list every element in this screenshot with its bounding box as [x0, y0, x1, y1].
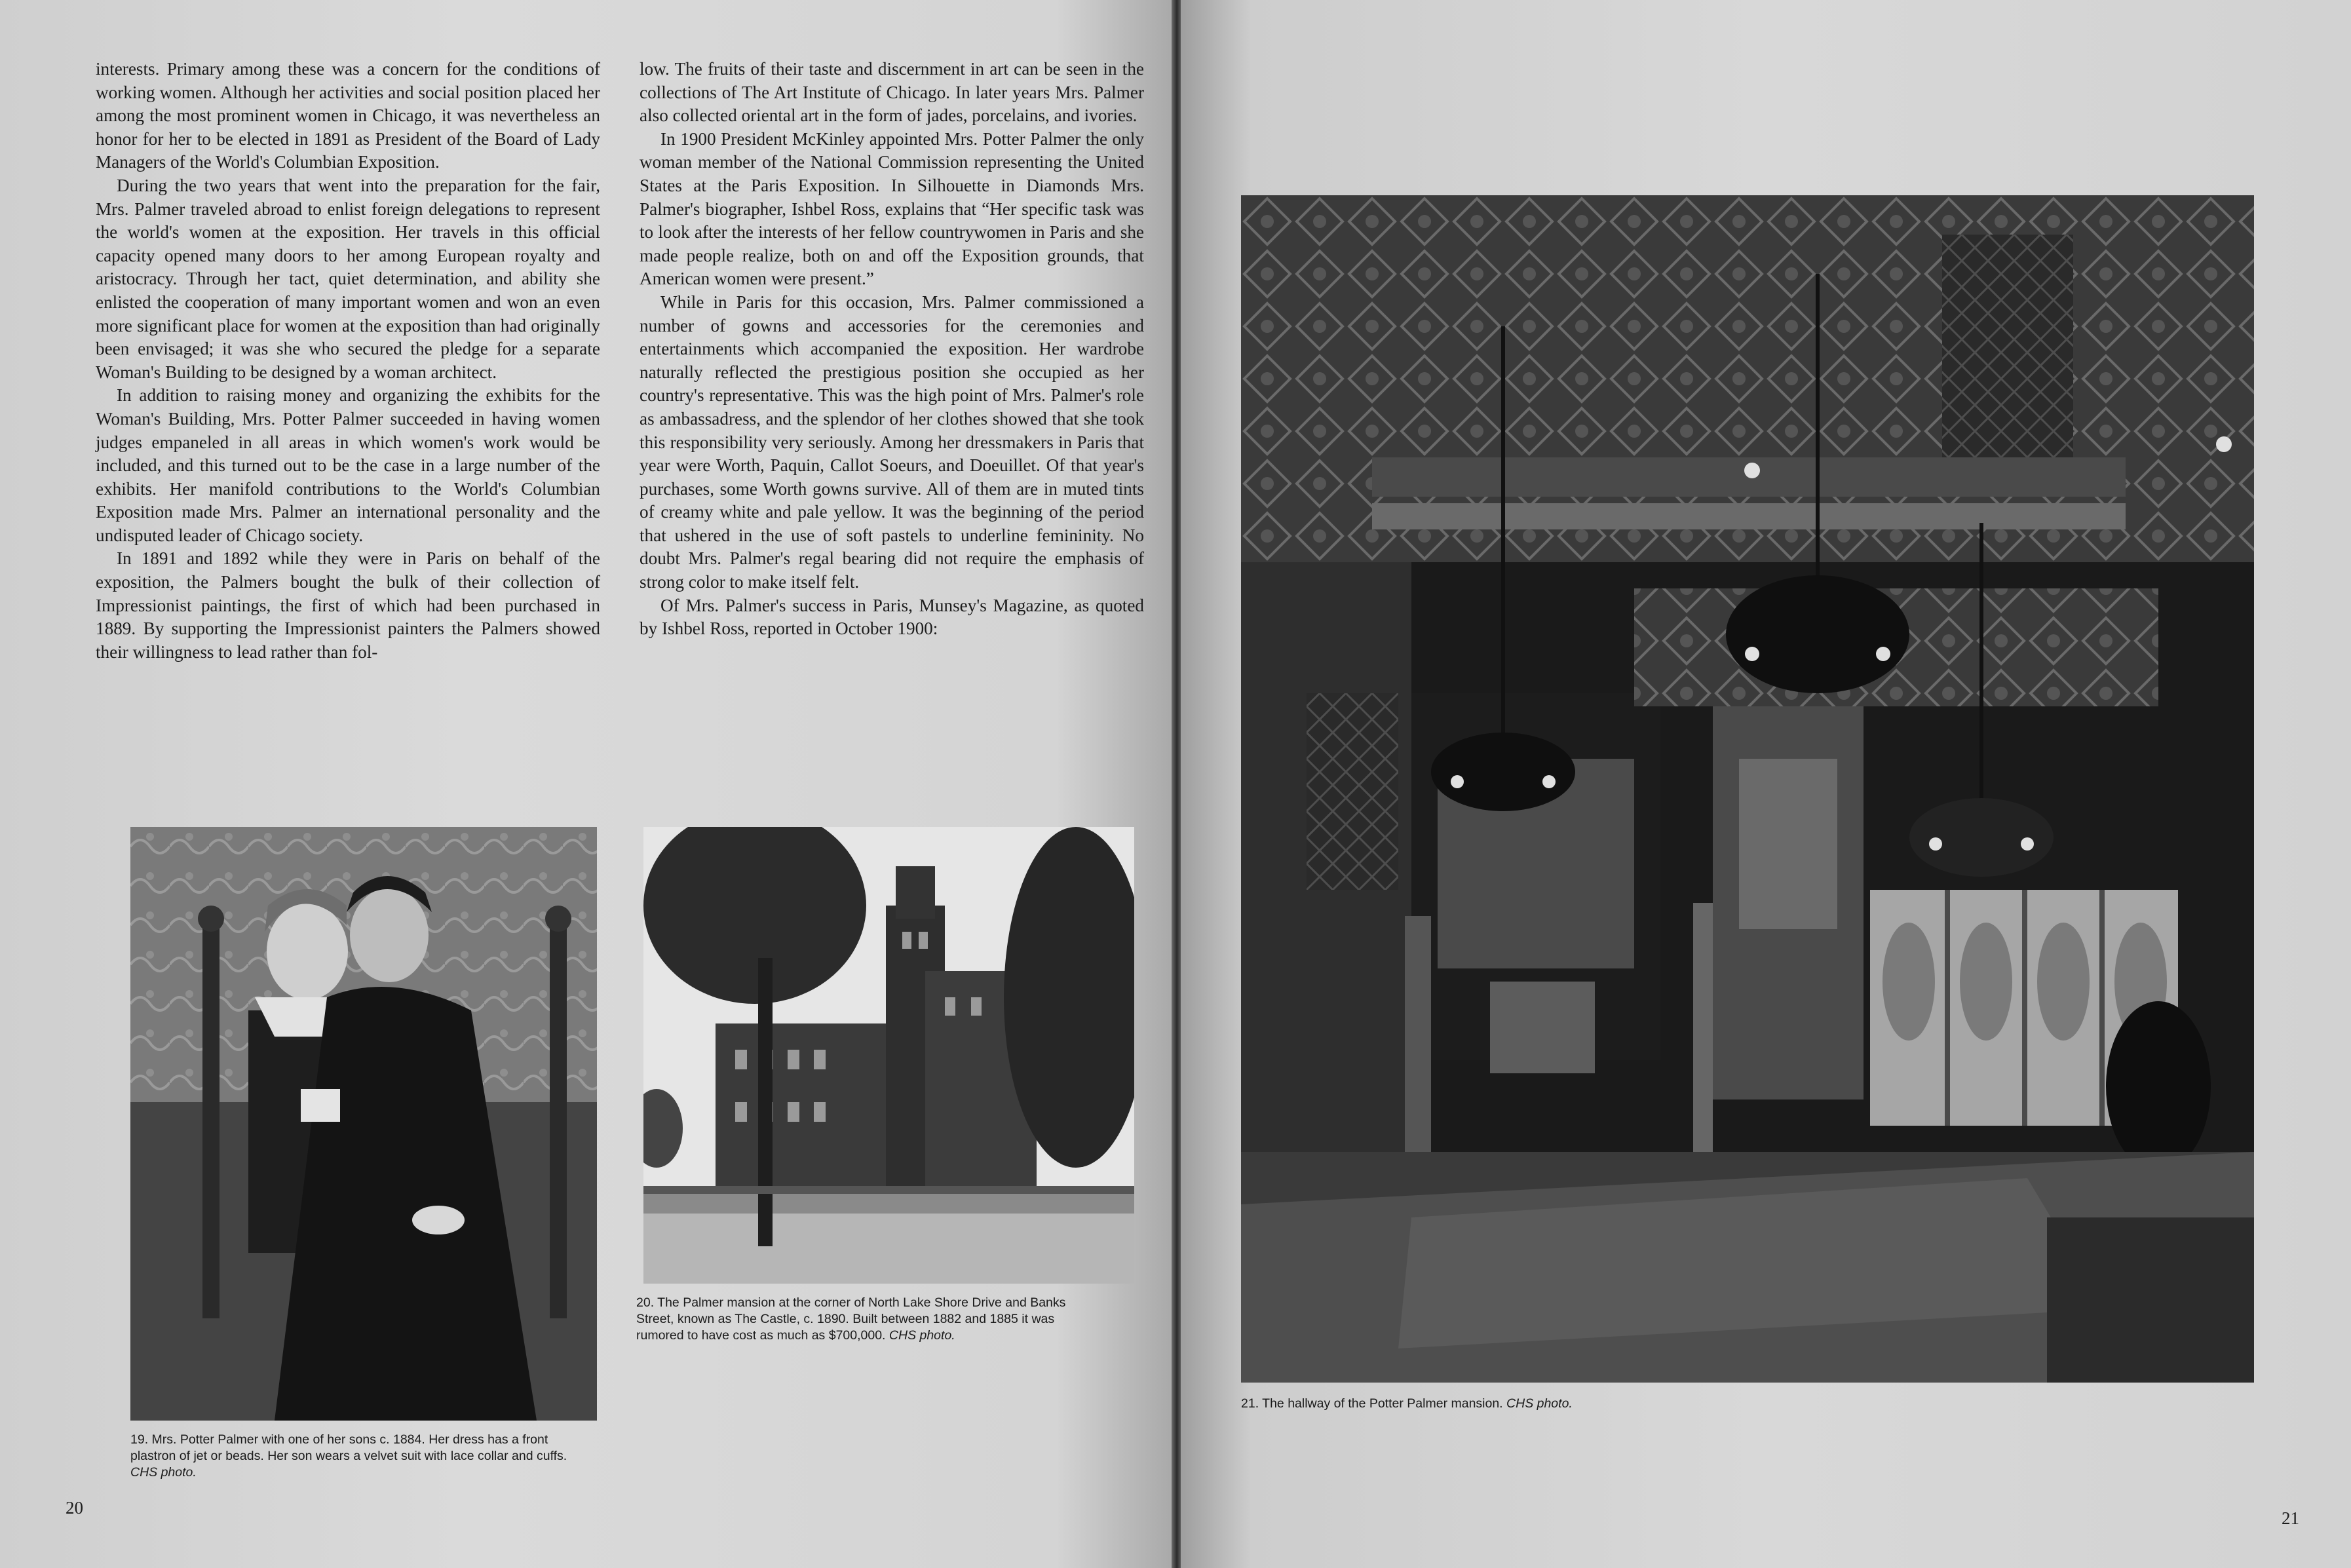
paragraph: low. The fruits of their taste and discernment in art can be seen in the collections of The Art Institute of Chicago. In later years Mrs. Palmer also collected oriental art in the form of jades, porcelains, and ivories.: [640, 59, 1144, 126]
hallway-photo: [1241, 195, 2254, 1383]
paragraph: During the two years that went into the preparation for the fair, Mrs. Palmer traveled abroad to enlist foreign delegations to represent the world's women at the exposition. Her travels in this official capacity opened many doors to her among European royalty and aristocracy. Through her tact, quiet determination, and ability she enlisted the cooperation of many important women and won an even more significant place for women at the exposition than had originally been envisaged; it was she who secured the pledge for a separate Woman's Building to be designed by a woman architect.: [96, 175, 600, 382]
left-page: [0, 0, 1173, 1568]
caption-text: 19. Mrs. Potter Palmer with one of her sons c. 1884. Her dress has a front plastron of jet or beads. Her son wears a velvet suit with lace collar and cuffs.: [130, 1432, 567, 1463]
text-column-1: [96, 58, 600, 664]
caption-text: 21. The hallway of the Potter Palmer mansion.: [1241, 1396, 1503, 1411]
page-number: 21: [2282, 1508, 2299, 1528]
photo-credit: CHS photo.: [889, 1328, 955, 1343]
caption-20: [636, 1295, 1082, 1344]
paragraph: interests. Primary among these was a concern for the conditions of working women. Although her activities and social position placed her among the most prominent women in Chicago, it was nevertheless an honor for her to be elected in 1891 as President of the Board of Lady Managers of the World's Columbian Exposition.: [96, 59, 600, 172]
mansion-photo: [643, 827, 1134, 1284]
page-number: 20: [66, 1498, 83, 1518]
photo-credit: CHS photo.: [1506, 1396, 1573, 1411]
paragraph: While in Paris for this occasion, Mrs. Palmer commissioned a number of gowns and accessories for the ceremonies and entertainments which accompanied the exposition. Her wardrobe naturally reflected the prestigious position she occupied as her country's representative. This was the high point of Mrs. Palmer's role as ambassadress, and the splendor of her clothes showed that she took this responsibility very seriously. Among her dressmakers in Paris that year were Worth, Paquin, Callot Soeurs, and Doeuillet. Of that year's purchases, some Worth gowns survive. All of them are in muted tints of creamy white and pale yellow. It was the beginning of the period that ushered in the use of soft pastels to underline femininity. No doubt Mrs. Palmer's regal bearing did not require the emphasis of strong color to make itself felt.: [640, 292, 1144, 592]
paragraph: In addition to raising money and organizing the exhibits for the Woman's Building, Mrs. Potter Palmer succeeded in having women judges empaneled in all areas in which women's work would be included, and this turned out to be the case in a large number of the exhibits. Her manifold contributions to the World's Columbian Exposition made Mrs. Palmer an international personality and the undisputed leader of Chicago society.: [96, 385, 600, 545]
paragraph: Of Mrs. Palmer's success in Paris, Munsey's Magazine, as quoted by Ishbel Ross, reported in October 1900:: [640, 595, 1144, 639]
right-page: [1181, 0, 2351, 1568]
caption-text: 20. The Palmer mansion at the corner of North Lake Shore Drive and Banks Street, known as The Castle, c. 1890. Built between 1882 and 1885 it was rumored to have cost as much as $700,000.: [636, 1295, 1066, 1343]
paragraph: In 1900 President McKinley appointed Mrs. Potter Palmer the only woman member of the National Commission representing the United States at the Paris Exposition. In Silhouette in Diamonds Mrs. Palmer's biographer, Ishbel Ross, explains that “Her specific task was to look after the interests of her fellow countrywomen in Paris and she made people realize, both on and off the Exposition grounds, that American women were present.”: [640, 128, 1144, 289]
text-column-2: [640, 58, 1144, 641]
portrait-photo: [130, 827, 597, 1421]
caption-19: [130, 1432, 589, 1481]
paragraph: In 1891 and 1892 while they were in Paris on behalf of the exposition, the Palmers bought the bulk of their collection of Impressionist paintings, the first of which had been purchased in 1889. By supporting the Impressionist painters the Palmers showed their willingness to lead rather than fol-: [96, 548, 600, 662]
photo-credit: CHS photo.: [130, 1465, 197, 1480]
caption-21: [1241, 1396, 2027, 1412]
